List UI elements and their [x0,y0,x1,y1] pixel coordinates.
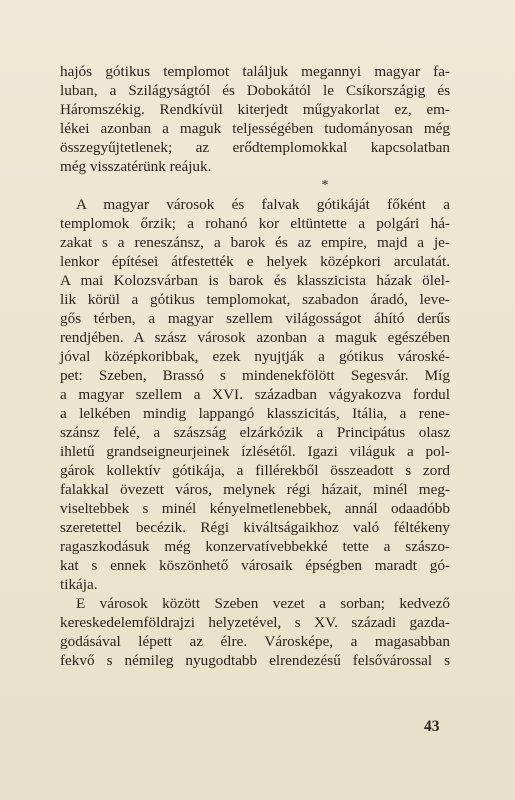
text-line: a magyar szellem a XVI. században vágyakozva fordul [60,386,450,403]
body-text [60,62,450,670]
text-line: zakat s a reneszánsz, a barok és az empire, majd a je- [60,234,450,251]
text-line: Háromszékig. Rendkívül kiterjedt műgyakorlat ez, em- [60,101,450,118]
text-line: luban, a Szilágyságtól és Dobokától le Csíkországig és [60,82,450,99]
text-line: jóval középkoribbak, ezek nyujtják a gótikus városké- [60,348,450,365]
text-line: összegyűjtetlenek; az erődtemplomokkal kapcsolatban [60,139,450,156]
paragraph-3 [60,594,450,670]
text-line: gárok kollektív gótikája, a fillérekből összeadott s zord [60,462,450,479]
text-line: szeretettel becézik. Régi kiváltságaikhoz való féltékeny [60,519,450,536]
section-separator: * [321,178,329,193]
text-line: falakkal övezett város, melynek régi házait, minél meg- [60,481,450,498]
text-line: gős térben, a magyar szellem világosságot áhító derűs [60,310,450,327]
text-line: ihletű grandseigneurjeinek ízlésétől. Igazi világuk a pol- [60,443,450,460]
text-line: pet: Szeben, Brassó s mindenekfölött Segesvár. Míg [60,367,450,384]
text-line: templomok őrzik; a rohanó kor eltüntette a polgári há- [60,215,450,232]
text-line: E városok között Szeben vezet a sorban; kedvező [76,595,450,612]
text-line: még visszatérünk reájuk. [60,158,212,175]
text-line: lenkor építései átfestették e helyek középkori arculatát. [60,253,450,270]
text-line: viseltebbek s minél kényelmetlenebbek, annál odaadóbb [60,500,450,517]
text-line: lékei azonban a maguk teljességében tudományosan még [60,120,450,137]
paragraph-1 [60,62,450,176]
paragraph-2 [60,195,450,594]
text-line: tikája. [60,576,98,593]
text-line: a lelkében mindig lappangó klasszicitás, Itália, a rene- [60,405,450,422]
text-line: lik körül a gótikus templomokat, szabadon áradó, leve- [60,291,450,308]
text-line: rendjében. A szász városok azonban a maguk egészében [60,329,450,346]
text-line: kat s ennek köszönhető városaik épségben maradt gó- [60,557,450,574]
text-line: szánsz felé, a szászság elzárkózik a Principátus olasz [60,424,450,441]
page-number: 43 [424,718,440,735]
text-line: fekvő s némileg nyugodtabb elrendezésű felsővárossal s [60,652,450,669]
text-line: kereskedelemföldrajzi helyzetével, s XV. századi gazda- [60,614,450,631]
text-line: ragaszkodásuk még konzervatívebbekké tette a szászo- [60,538,450,555]
text-line: A mai Kolozsvárban is barok és klasszicista házak ölel- [60,272,450,289]
text-line: hajós gótikus templomot találjuk megannyi magyar fa- [60,63,450,80]
text-line: godásával lépett az élre. Városképe, a magasabban [60,633,450,650]
text-line: A magyar városok és falvak gótikáját főként a [76,196,450,213]
